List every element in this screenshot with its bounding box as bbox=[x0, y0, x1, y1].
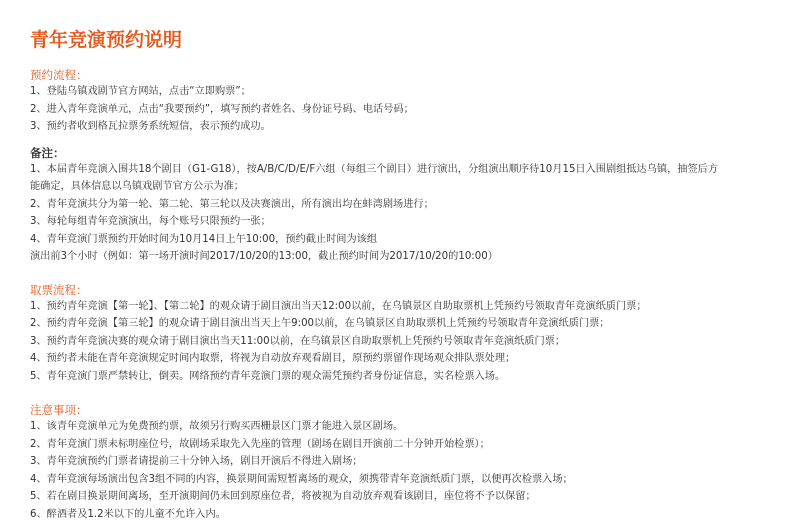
precautions-heading: 注意事项： bbox=[30, 402, 790, 418]
ticket-pickup-line: 1、预约青年竞演【第一轮】、【第二轮】的观众请于剧目演出当天12:00以前，在乌镇景区自助取票机上凭预约号领取青年竞演纸质门票； bbox=[30, 298, 790, 316]
notes-line: 4、青年竞演门票预约开始时间为10月14日上午10:00，预约截止时间为该组 bbox=[30, 231, 790, 249]
notes-line: 能确定，具体信息以乌镇戏剧节官方公示为准； bbox=[30, 178, 790, 196]
ticket-pickup-line: 5、青年竞演门票严禁转让，倒卖。网络预约青年竞演门票的观众需凭预约者身份证信息，实名检票入场。 bbox=[30, 368, 790, 386]
reservation-instructions-page bbox=[30, 28, 790, 523]
reservation-flow-line: 3、预约者收到格瓦拉票务系统短信，表示预约成功。 bbox=[30, 118, 790, 136]
notes-line: 2、青年竞演共分为第一轮、第二轮、第三轮以及决赛演出，所有演出均在蚌湾剧场进行； bbox=[30, 196, 790, 214]
precautions-line: 5、若在剧目换景期间离场，至开演期间仍未回到原座位者，将被视为自动放弃观看该剧目，座位将不予以保留； bbox=[30, 488, 790, 506]
precautions-line: 4、青年竞演每场演出包含3组不同的内容，换景期间需短暂离场的观众，须携带青年竞演纸质门票，以便再次检票入场； bbox=[30, 471, 790, 489]
notes-line: 3、每轮每组青年竞演演出，每个账号只限预约一张； bbox=[30, 213, 790, 231]
ticket-pickup-section bbox=[30, 282, 790, 386]
reservation-flow-line: 2、进入青年竞演单元，点击“我要预约”，填写预约者姓名、身份证号码、电话号码； bbox=[30, 101, 790, 119]
ticket-pickup-line: 2、预约青年竞演【第三轮】的观众请于剧目演出当天上午9:00以前，在乌镇景区自助取票机上凭预约号领取青年竞演纸质门票； bbox=[30, 315, 790, 333]
notes-line: 1、本届青年竞演入围共18个剧目（G1-G18），按A/B/C/D/E/F六组（每组三个剧目）进行演出，分组演出顺序待10月15日入围剧组抵达乌镇，抽签后方 bbox=[30, 161, 790, 179]
reservation-flow-line: 1、登陆乌镇戏剧节官方网站，点击“立即购票”； bbox=[30, 83, 790, 101]
precautions-line: 3、青年竞演预约门票者请提前三十分钟入场，剧目开演后不得进入剧场； bbox=[30, 453, 790, 471]
page-title: 青年竞演预约说明 bbox=[30, 28, 790, 52]
precautions-line: 2、青年竞演门票未标明座位号，故剧场采取先入先座的管理（剧场在剧目开演前二十分钟开始检票）； bbox=[30, 436, 790, 454]
notes-section bbox=[30, 145, 790, 266]
notes-line: 演出前3个小时（例如：第一场开演时间2017/10/20的13:00，截止预约时间为2017/10/20的10:00） bbox=[30, 248, 790, 266]
reservation-flow-section bbox=[30, 67, 790, 136]
precautions-line: 1、该青年竞演单元为免费预约票，故须另行购买西栅景区门票才能进入景区剧场。 bbox=[30, 418, 790, 436]
ticket-pickup-line: 3、预约青年竞演决赛的观众请于剧目演出当天11:00以前，在乌镇景区自助取票机上凭预约号领取青年竞演纸质门票； bbox=[30, 333, 790, 351]
ticket-pickup-line: 4、预约者未能在青年竞演规定时间内取票，将视为自动放弃观看剧目，原预约票留作现场观众排队票处理； bbox=[30, 350, 790, 368]
notes-heading: 备注： bbox=[30, 145, 790, 161]
ticket-pickup-heading: 取票流程： bbox=[30, 282, 790, 298]
precautions-section bbox=[30, 402, 790, 523]
reservation-flow-heading: 预约流程： bbox=[30, 67, 790, 83]
precautions-line: 6、醉酒者及1.2米以下的儿童不允许入内。 bbox=[30, 506, 790, 523]
